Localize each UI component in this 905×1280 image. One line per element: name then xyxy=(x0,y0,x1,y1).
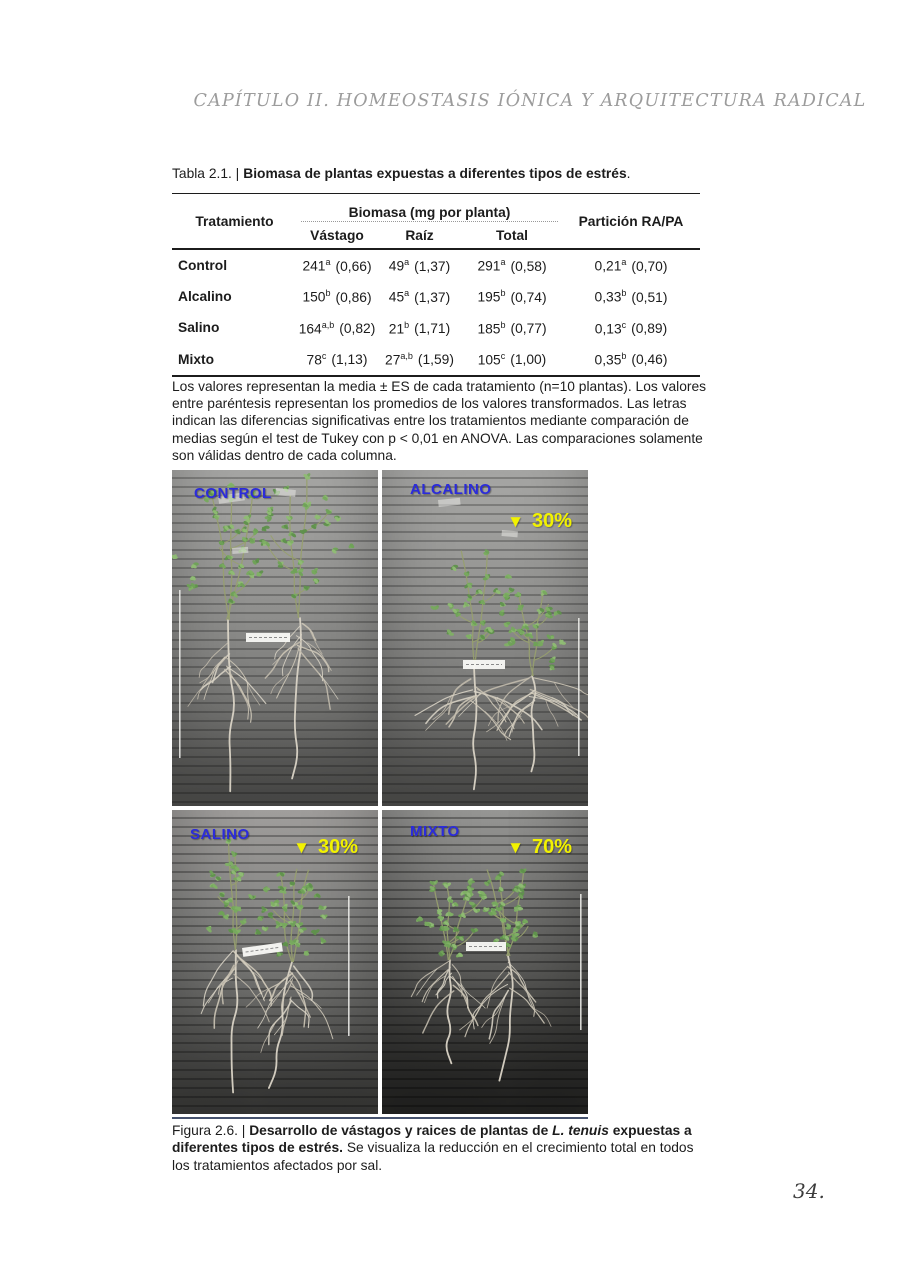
biomass-table xyxy=(172,193,700,377)
scale-bar xyxy=(578,618,580,756)
col-group-header-biomass: Biomasa (mg por planta) xyxy=(301,205,558,222)
figure-panel-mixto xyxy=(382,810,588,1114)
table-row xyxy=(172,250,700,281)
reduction-value: 70% xyxy=(531,836,572,858)
col-header-total: Total xyxy=(496,227,528,243)
caption-rule xyxy=(172,1117,588,1119)
scale-bar xyxy=(348,896,350,1036)
table-title-period: . xyxy=(626,166,631,181)
col-header-root: Raíz xyxy=(405,227,434,243)
particion-cell: 0,21$^a$ (0,70) xyxy=(594,257,668,274)
scale-bar xyxy=(179,590,181,758)
reduction-badge xyxy=(507,836,572,859)
caption-bold-text: Desarrollo de vástagos y raices de plantas de xyxy=(249,1123,549,1138)
plant-label-tag xyxy=(246,633,290,642)
scale-bar xyxy=(580,894,582,1030)
decrease-arrow-icon: ▼ xyxy=(507,838,524,857)
table-rows xyxy=(172,250,700,375)
treatment-cell: Mixto xyxy=(178,351,215,367)
figure-panel-control xyxy=(172,470,378,806)
particion-cell: 0,13$^c$ (0,89) xyxy=(594,319,668,337)
vastago-cell: 241$^a$ (0,66) xyxy=(302,257,372,274)
figure-caption xyxy=(172,1122,699,1174)
vastago-cell: 150$^b$ (0,86) xyxy=(302,288,372,306)
panel-label: MIXTO xyxy=(410,823,460,840)
decrease-arrow-icon: ▼ xyxy=(507,512,524,531)
panel-label: ALCALINO xyxy=(410,481,492,498)
treatment-cell: Salino xyxy=(178,320,220,336)
table-title xyxy=(172,166,712,181)
species-name: L. tenuis xyxy=(552,1123,609,1138)
plant-label-tag xyxy=(463,660,505,669)
table-header xyxy=(172,194,700,250)
figure-panel-alcalino xyxy=(382,470,588,806)
plant-photo-illustration xyxy=(172,470,378,806)
total-cell: 195$^b$ (0,74) xyxy=(477,288,547,306)
raiz-cell: 45$^a$ (1,37) xyxy=(388,288,451,306)
raiz-cell: 27$^{a,b}$ (1,59) xyxy=(385,350,454,368)
table-title-bold: Biomasa de plantas expuestas a diferentes tipos de estrés xyxy=(243,166,627,181)
figure-number-label: Figura 2.6. | xyxy=(172,1123,246,1138)
table-row xyxy=(172,312,700,343)
table-note: Los valores representan la media ± ES de cada tratamiento (n=10 plantas). Los valores entre paréntesis representan los promedios de los valores transformados. Las letras indican las diferencias significativas entre los tratamientos mediante comparación de medias según el test de Tukey con p < 0,01 en ANOVA. Las comparaciones solamente son válidas dentro de cada columna. xyxy=(172,379,707,463)
total-cell: 105$^c$ (1,00) xyxy=(477,350,547,368)
reduction-badge xyxy=(293,836,358,859)
decrease-arrow-icon: ▼ xyxy=(293,838,310,857)
total-cell: 291$^a$ (0,58) xyxy=(477,257,547,274)
caption-bold-text-2: expuestas a diferentes tipos de estrés. xyxy=(172,1123,692,1156)
total-cell: 185$^b$ (0,77) xyxy=(477,319,547,337)
figure-panel-salino xyxy=(172,810,378,1114)
col-header-shoot: Vástago xyxy=(310,227,364,243)
figure-grid xyxy=(172,470,588,1114)
table-number-label: Tabla 2.1. | xyxy=(172,166,240,181)
table-row xyxy=(172,281,700,312)
reduction-value: 30% xyxy=(317,836,358,858)
vastago-cell: 164$^{a,b}$ (0,82) xyxy=(298,319,376,337)
raiz-cell: 49$^a$ (1,37) xyxy=(388,257,451,274)
table-row xyxy=(172,344,700,375)
plant-label-tag xyxy=(466,942,506,951)
reduction-value: 30% xyxy=(531,510,572,532)
treatment-cell: Control xyxy=(178,258,228,274)
vastago-cell: 78$^c$ (1,13) xyxy=(306,350,368,368)
col-header-partition: Partición RA/PA xyxy=(578,213,684,229)
raiz-cell: 21$^b$ (1,71) xyxy=(388,319,451,337)
panel-label: SALINO xyxy=(190,826,250,843)
particion-cell: 0,33$^b$ (0,51) xyxy=(594,288,668,306)
panel-label: CONTROL xyxy=(194,485,272,502)
treatment-cell: Alcalino xyxy=(178,289,232,305)
reduction-badge xyxy=(507,510,572,533)
particion-cell: 0,35$^b$ (0,46) xyxy=(594,350,668,368)
page-number: 34. xyxy=(793,1179,825,1203)
col-header-treatment: Tratamiento xyxy=(195,213,274,229)
caption-regular-text: Se visualiza la reducción en el crecimiento total en todos los tratamientos afectados por sal. xyxy=(172,1140,694,1173)
chapter-header: CAPÍTULO II. HOMEOSTASIS IÓNICA Y ARQUITECTURA RADICAL xyxy=(193,91,867,111)
